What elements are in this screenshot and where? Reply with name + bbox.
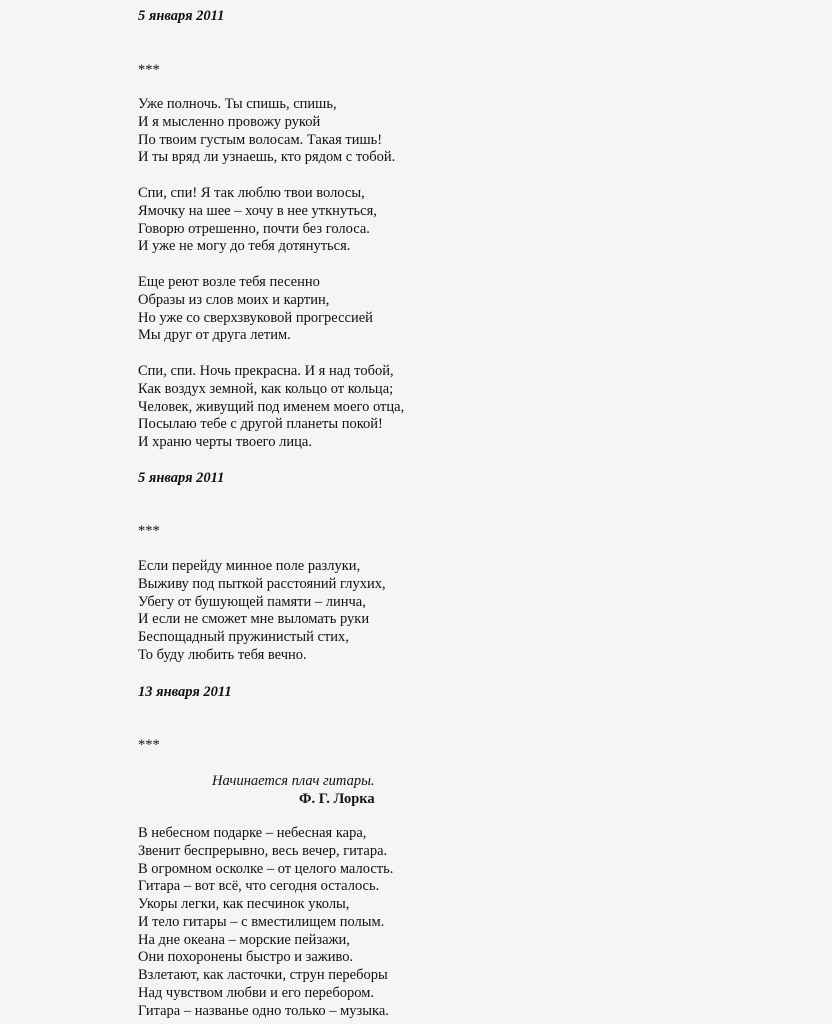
poem-date: 5 января 2011 [138,470,225,486]
poem-line: В небесном подарке – небесная кара, [138,825,367,841]
poem-1-stanza-4 [138,363,404,452]
poem-line: Но уже со сверхзвуковой прогрессией [138,309,373,326]
poem-line: Если перейду минное поле разлуки, [138,558,361,574]
poem-line: Говорю отрешенно, почти без голоса. [138,220,370,237]
poem-line: И если не сможет мне выломать руки [138,611,370,628]
poem-line: Гитара – вот всё, что сегодня осталось. [138,878,380,895]
poem-line: Звенит беспрерывно, весь вечер, гитара. [138,842,388,859]
poem-line: Укоры легки, как песчинок уколы, [138,896,350,912]
poem-line: Спи, спи! Я так люблю твои волосы, [138,185,365,201]
poem-line: Спи, спи. Ночь прекрасна. И я над тобой, [138,363,394,379]
poem-line: И храню черты твоего лица. [138,434,312,450]
poem-2-stanza-1 [138,558,386,665]
poem-line: И уже не могу до тебя дотянуться. [138,238,351,255]
poem-separator: *** [138,62,160,78]
poem-line: Выживу под пыткой расстояний глухих, [138,575,386,592]
poem-line: Еще реют возле тебя песенно [138,274,320,290]
epigraph-author: Ф. Г. Лорка [299,791,375,807]
poem-line: На дне океана – морские пейзажи, [138,931,350,948]
poem-separator: *** [138,523,160,539]
poem-line: Посылаю тебе с другой планеты покой! [138,416,383,433]
poem-date: 13 января 2011 [138,684,232,700]
poem-1-stanza-3 [138,274,373,345]
poem-separator: *** [138,737,160,753]
epigraph-text: Начинается плач гитары. [212,773,375,789]
poem-line: Беспощадный пружинистый стих, [138,629,349,645]
poem-line: Гитара – названье одно только – музыка. [138,1002,389,1019]
poem-line: Уже полночь. Ты спишь, спишь, [138,96,337,112]
poem-line: Они похоронены быстро и заживо. [138,949,354,966]
poem-line: Образы из слов моих и картин, [138,291,330,308]
poem-line: Как воздух земной, как кольцо от кольца; [138,380,394,397]
poem-line: И я мысленно провожу рукой [138,113,321,130]
poem-3-stanza-1 [138,825,393,1020]
poem-date: 5 января 2011 [138,8,225,24]
poem-line: По твоим густым волосам. Такая тишь! [138,131,383,148]
poem-line: И ты вряд ли узнаешь, кто рядом с тобой. [138,149,396,166]
poem-line: Убегу от бушующей памяти – линча, [138,593,366,610]
poem-line: То буду любить тебя вечно. [138,646,307,663]
poem-1-stanza-2 [138,185,377,256]
poem-line: Взлетают, как ласточки, струн переборы [138,967,388,983]
poem-line: Человек, живущий под именем моего отца, [138,398,405,415]
poem-line: Мы друг от друга летим. [138,327,291,344]
poem-line: В огромном осколке – от целого малость. [138,860,394,877]
poem-1-stanza-1 [138,96,395,167]
poem-line: Над чувством любви и его перебором. [138,984,375,1001]
poem-line: И тело гитары – с вместилищем полым. [138,913,385,930]
poem-line: Ямочку на шее – хочу в нее уткнуться, [138,202,377,219]
